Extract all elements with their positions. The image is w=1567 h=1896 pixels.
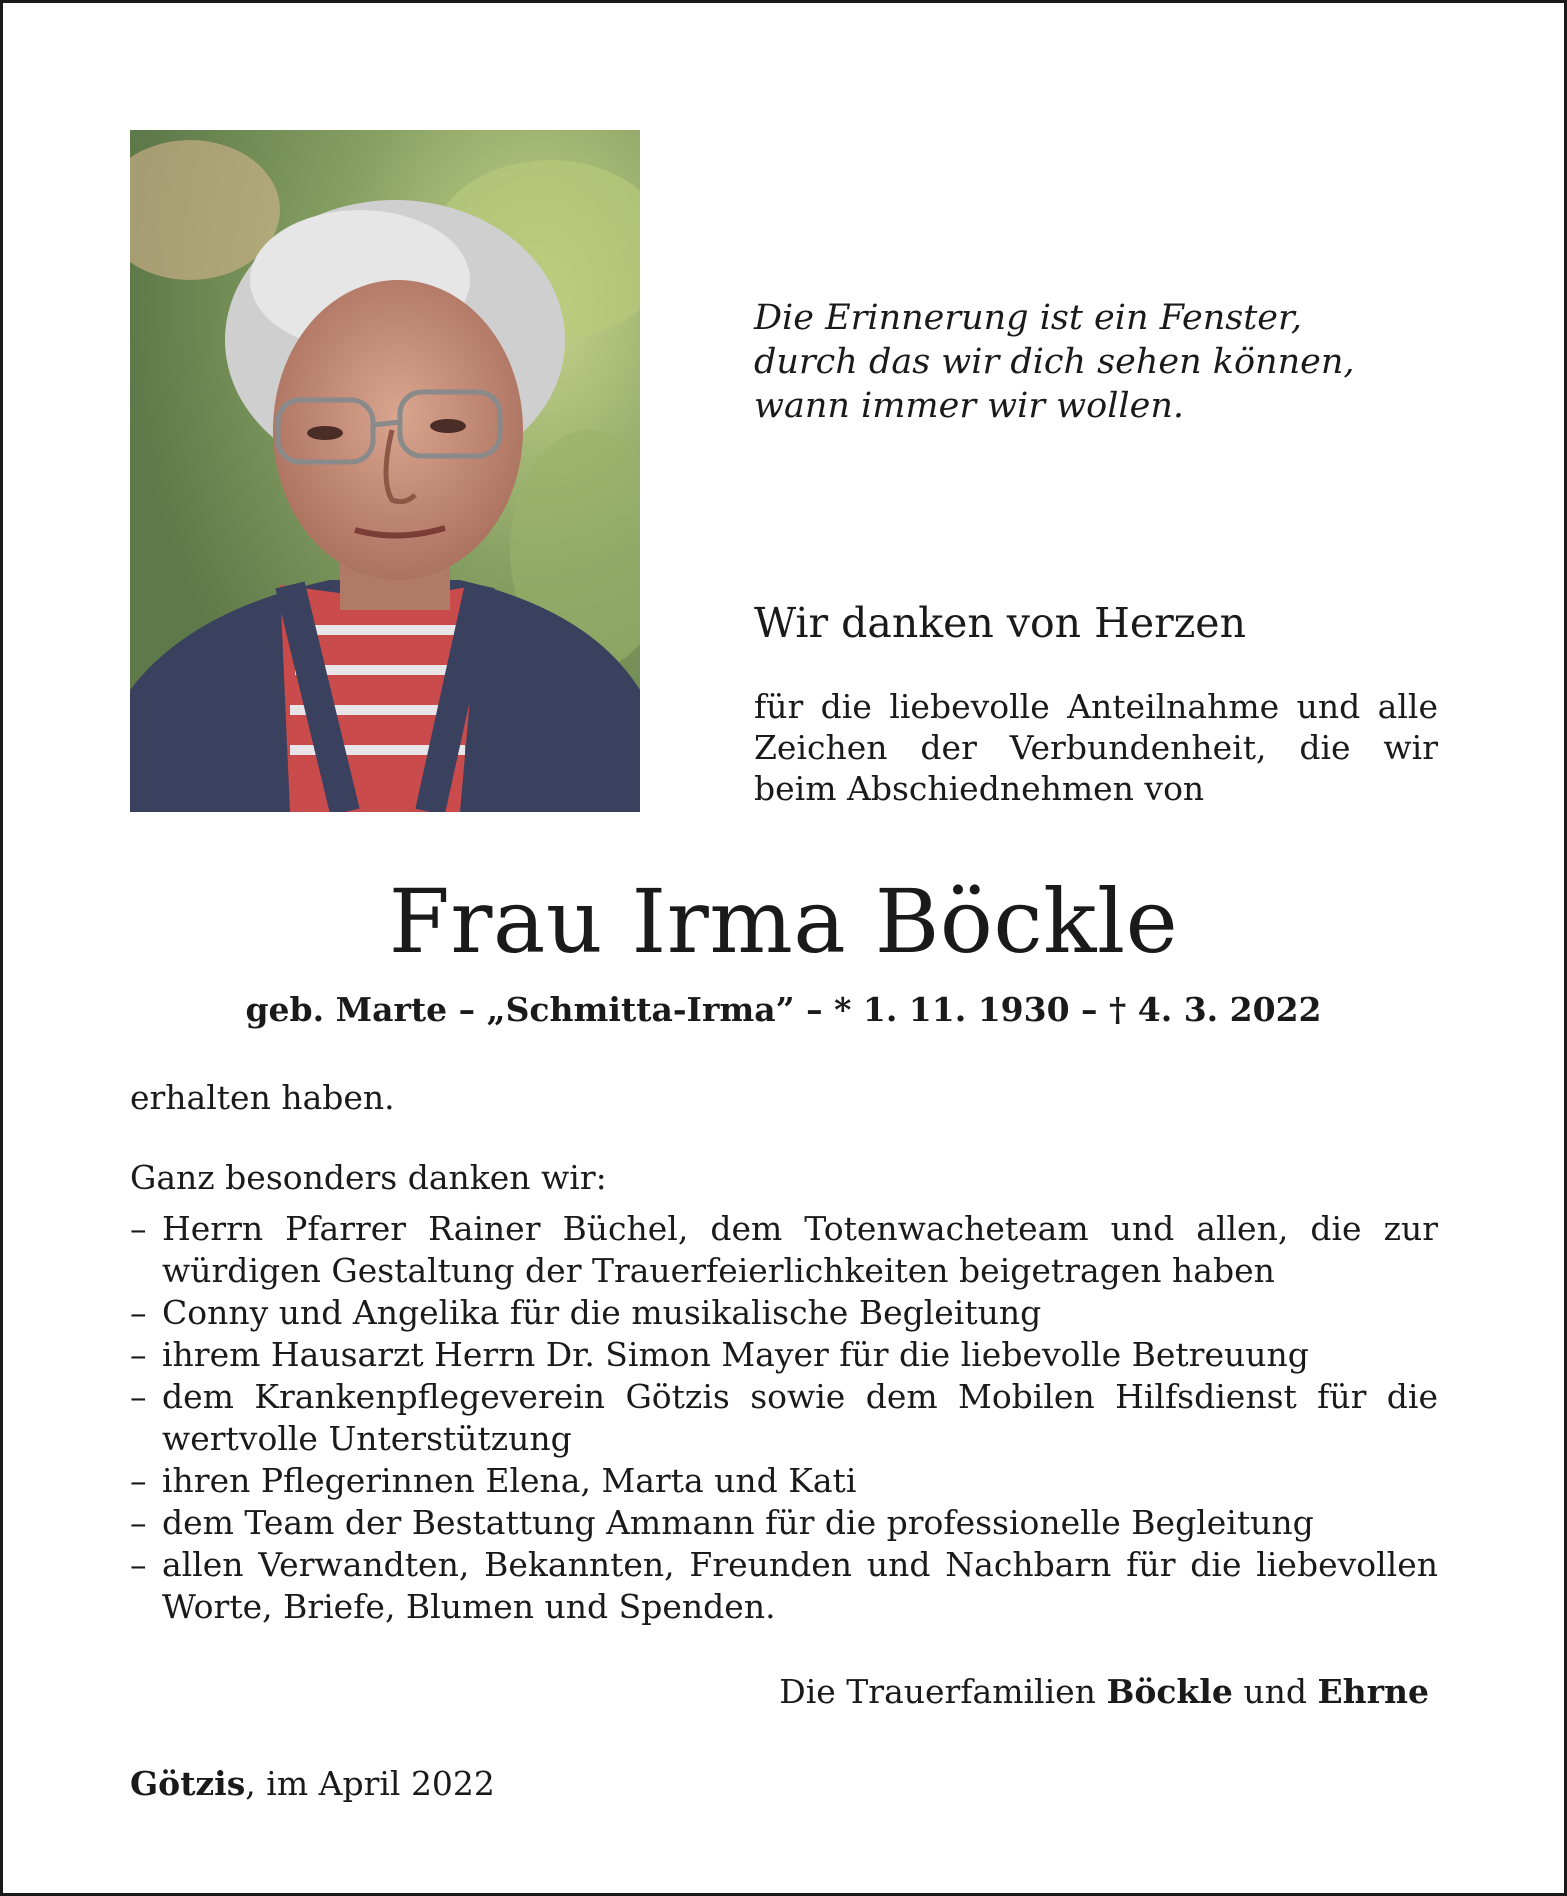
thanks-body: für die liebevolle Anteilnahme und alle Zeichen der Verbundenheit, die wir beim Abschiednehmen von	[754, 687, 1438, 808]
thanks-intro: Ganz besonders danken wir:	[130, 1158, 607, 1197]
signature-joiner: und	[1232, 1672, 1318, 1711]
signature-families	[779, 1670, 1429, 1714]
place-date	[130, 1762, 495, 1806]
deceased-name: Frau Irma Böckle	[388, 870, 1179, 973]
thanks-list-item: – Conny und Angelika für die musikalische Begleitung	[130, 1292, 1438, 1334]
received-text: erhalten haben.	[130, 1078, 395, 1117]
thanks-list-item: – ihren Pflegerinnen Elena, Marta und Kati	[130, 1460, 1438, 1502]
thanks-list-item: – allen Verwandten, Bekannten, Freunden und Nachbarn für die liebevollen Worte, Briefe, Blumen und Spenden.	[130, 1544, 1438, 1628]
signature-prefix: Die Trauerfamilien	[779, 1672, 1107, 1711]
thanks-list	[130, 1208, 1438, 1628]
portrait-photo	[130, 130, 640, 812]
thanks-heading: Wir danken von Herzen	[754, 599, 1246, 647]
place-date-text: , im April 2022	[245, 1764, 495, 1803]
thanks-list-item: – dem Krankenpflegeverein Götzis sowie dem Mobilen Hilfsdienst für die wertvolle Unterstützung	[130, 1376, 1438, 1460]
thanks-list-item: – dem Team der Bestattung Ammann für die professionelle Begleitung	[130, 1502, 1438, 1544]
thanks-list-item: – ihrem Hausarzt Herrn Dr. Simon Mayer für die liebevolle Betreuung	[130, 1334, 1438, 1376]
birth-death-line: geb. Marte – „Schmitta-Irma” – * 1. 11. 1930 – † 4. 3. 2022	[245, 990, 1322, 1029]
memorial-quote: Die Erinnerung ist ein Fenster, durch das wir dich sehen können, wann immer wir wollen.	[754, 298, 1355, 426]
family-name-ehrne: Ehrne	[1317, 1672, 1429, 1711]
thanks-list-item: – Herrn Pfarrer Rainer Büchel, dem Totenwacheteam und allen, die zur würdigen Gestaltung der Trauerfeierlichkeiten beigetragen haben	[130, 1208, 1438, 1292]
place-town: Götzis	[130, 1764, 246, 1803]
family-name-boeckle: Böckle	[1106, 1672, 1233, 1711]
